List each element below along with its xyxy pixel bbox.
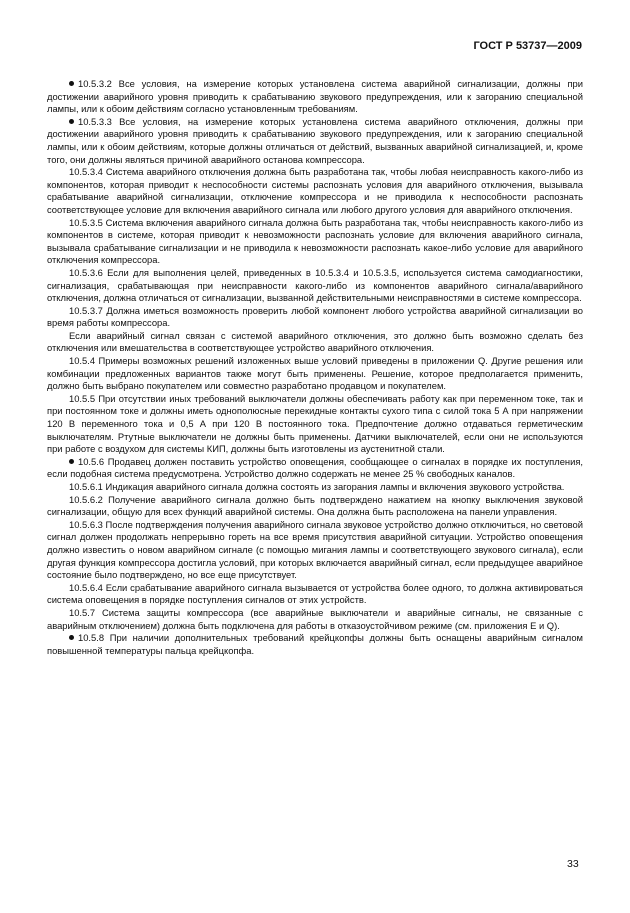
bullet-icon xyxy=(69,459,74,464)
paragraph: 10.5.3.7 Должна иметься возможность проверить любой компонент любого устройства аварийной сигнализации во время работы компрессора. xyxy=(47,304,583,329)
paragraph: Если аварийный сигнал связан с системой аварийного отключения, это должно быть возможно сделать без отключения или вмешательства в соответствующее устройство аварийного отключения. xyxy=(47,329,583,354)
document-id: ГОСТ Р 53737—2009 xyxy=(473,40,582,52)
bullet-icon xyxy=(69,635,74,640)
paragraph: 10.5.3.6 Если для выполнения целей, приведенных в 10.5.3.4 и 10.5.3.5, используется система самодиагностики, сигнализация, срабатывающая при неисправности какого-либо из компонентов аварийного сигнала/аварийного отключения, должна отличаться от сигнализации, вызванной действительными неисправностями в системе компрессора. xyxy=(47,266,583,304)
paragraph: 10.5.3.5 Система включения аварийного сигнала должна быть разработана так, чтобы неисправность какого-либо из компонентов в системе, которая приводит к невозможности распознать условие для включения аварийного сигнала, вызывала срабатывание сигнализации и не приводила к невозможности распознать какое-либо условие для аварийного отключения компрессора. xyxy=(47,216,583,266)
bullet-icon xyxy=(69,81,74,86)
bullet-icon xyxy=(69,119,74,124)
paragraph: 10.5.4 Примеры возможных решений изложенных выше условий приведены в приложении Q. Другие решения или комбинации предложенных вариантов также могут быть применены. Решение, которое предполагается применить, должно быть выбрано покупателем или совместно разработано продавцом и покупателем. xyxy=(47,355,583,392)
paragraph: 10.5.3.4 Система аварийного отключения должна быть разработана так, чтобы любая неисправность какого-либо из компонентов, которая приводит к неспособности системы распознать условия для аварийного отключения, вызывала срабатывание аварийной сигнализации, отключение компрессора и не приводила к неспособности распознать соответствующее условие для включения аварийного сигнала или любого другого условия для аварийного отключения. xyxy=(47,166,583,215)
paragraph: 10.5.6.1 Индикация аварийного сигнала должна состоять из загорания лампы и включения звукового устройства. xyxy=(69,481,565,492)
paragraph: 10.5.6.2 Получение аварийного сигнала должно быть подтверждено нажатием на кнопку выключения звуковой сигнализации, общую для всех функций аварийной системы. Она должна быть расположена на панели управления. xyxy=(47,493,583,518)
page-number: 33 xyxy=(567,858,579,870)
document-body xyxy=(47,78,583,657)
paragraph: 10.5.3.3 Все условия, на измерение которых установлена система аварийного отключения, должны при достижении аварийного уровня приводить к срабатыванию звукового предупреждения, или к загоранию специальной лампы, или к обоим действиям, которые должны отличаться от действий, вызванных аварийной сигнализацией, и, кроме того, они должны являться причиной аварийного останова компрессора. xyxy=(47,115,583,165)
paragraph: 10.5.6.4 Если срабатывание аварийного сигнала вызывается от устройства более одного, то должна активироваться система оповещения в порядке поступления сигналов от этих устройств. xyxy=(47,581,583,606)
paragraph: 10.5.6.3 После подтверждения получения аварийного сигнала звуковое устройство должно отключиться, но световой сигнал должен продолжать непрерывно гореть на все время присутствия аварийной ситуации. Устройство оповещения должно известить о новом аварийном сигнале (с помощью мигания лампы и соответствующего звукового сигнала), если другая функция компрессора достигла условий, при которых включается аварийный сигнал, если предыдущее аварийное состояние было подтверждено, но все еще присутствует. xyxy=(47,518,583,581)
paragraph: 10.5.6 Продавец должен поставить устройство оповещения, сообщающее о сигналах в порядке их поступления, если подобная система предусмотрена. Устройство должно содержать не менее 25 % свободных каналов. xyxy=(47,455,583,480)
paragraph: 10.5.3.2 Все условия, на измерение которых установлена система аварийной сигнализации, должны при достижении аварийного уровня приводить к срабатыванию звукового предупреждения, или к загоранию специальной лампы, или к обоим действиям согласно установленным требованиям. xyxy=(47,78,583,115)
paragraph: 10.5.8 При наличии дополнительных требований крейцкопфы должны быть оснащены аварийным сигналом повышенной температуры пальца крейцкопфа. xyxy=(47,632,583,656)
paragraph: 10.5.5 При отсутствии иных требований выключатели должны обеспечивать работу как при переменном токе, так и при постоянном токе и должны иметь однополюсные перекидные контакты сухого типа с силой тока 5 А при напряжении 120 В переменного тока и 0,5 А при 120 В постоянного тока. Предпочтение должно отдаваться герметическим выключателям. Ртутные выключатели не должны быть применены. Датчики выключателей, если они не используются при работе с воздухом для системы КИП, должны быть изготовлены из аустенитной стали. xyxy=(47,392,583,455)
paragraph: 10.5.7 Система защиты компрессора (все аварийные выключатели и аварийные сигналы, не связанные с аварийным отключением) должна быть подключена для работы в отказоустойчивом режиме (см. приложения Е и Q). xyxy=(47,606,583,631)
